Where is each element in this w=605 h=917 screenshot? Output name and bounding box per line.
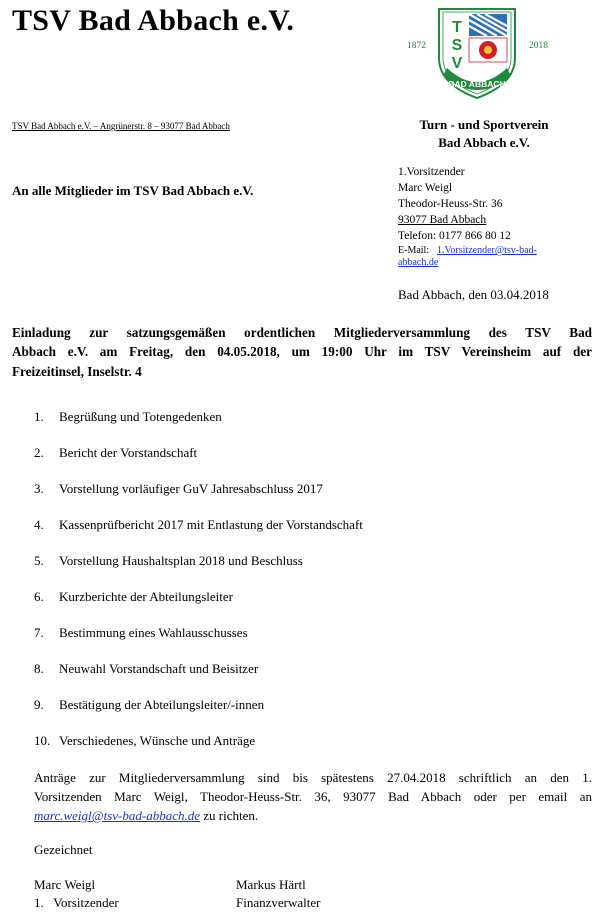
date-line: Bad Abbach, den 03.04.2018: [398, 287, 549, 302]
contact-phone: Telefon: 0177 866 80 12: [398, 230, 511, 242]
invitation-heading: [12, 323, 592, 381]
sender-address-line: TSV Bad Abbach e.V. – Angrünerstr. 8 – 93077 Bad Abbach: [12, 121, 230, 131]
svg-text:T: T: [452, 19, 462, 36]
invitation-line: Abbach e.V. am Freitag, den 04.05.2018, um 19:00 Uhr im TSV Vereinsheim auf der: [12, 344, 592, 360]
agenda-item: 7. Bestimmung eines Wahlausschusses: [34, 625, 248, 640]
signature-title-2: Finanzverwalter: [236, 895, 321, 910]
contact-role: 1.Vorsitzender: [398, 166, 465, 178]
invitation-line: Einladung zur satzungsgemäßen ordentlichen Mitgliederversammlung des TSV Bad: [12, 325, 592, 340]
closing-email-link[interactable]: marc.weigl@tsv-bad-abbach.de: [34, 808, 200, 823]
closing-line: Vorsitzenden Marc Weigl, Theodor-Heuss-Str. 36, 93077 Bad Abbach oder per email an: [34, 789, 592, 804]
logo-year-current: 2018: [529, 41, 548, 51]
club-logo: [407, 4, 567, 104]
svg-text:V: V: [451, 55, 463, 72]
contact-email-link[interactable]: 1.Vorsitzender@tsv-bad-: [437, 245, 537, 256]
agenda-item: 5. Vorstellung Haushaltsplan 2018 und Beschluss: [34, 553, 303, 568]
agenda-item: 4. Kassenprüfbericht 2017 mit Entlastung der Vorstandschaft: [34, 517, 363, 532]
club-title: TSV Bad Abbach e.V.: [12, 4, 295, 37]
agenda-item: 9. Bestätigung der Abteilungsleiter/-innen: [34, 697, 265, 712]
svg-text:S: S: [451, 37, 463, 54]
signoff: Gezeichnet: [34, 842, 93, 857]
agenda-item: 10. Verschiedenes, Wünsche und Anträge: [34, 733, 256, 748]
contact-street: Theodor-Heuss-Str. 36: [398, 198, 503, 210]
logo-letters: [452, 19, 463, 72]
closing-paragraph: [34, 768, 592, 825]
signature-title-1: 1. Vorsitzender: [34, 895, 119, 910]
agenda-item: 2. Bericht der Vorstandschaft: [34, 445, 198, 460]
contact-email-link-continued[interactable]: abbach.de: [398, 257, 439, 268]
closing-line: marc.weigl@tsv-bad-abbach.de zu richten.: [34, 808, 259, 823]
contact-city: 93077 Bad Abbach: [398, 214, 487, 226]
contact-name: Marc Weigl: [398, 182, 453, 194]
club-name-line-1: Turn - und Sportverein: [419, 117, 549, 132]
logo-year-founded: 1872: [407, 41, 426, 51]
agenda-item: 8. Neuwahl Vorstandschaft und Beisitzer: [34, 661, 259, 676]
bavarian-diamond-icon: [469, 14, 507, 36]
closing-line: Anträge zur Mitgliederversammlung sind bis spätestens 27.04.2018 schriftlich an den 1.: [34, 770, 592, 785]
invitation-line: Freizeitinsel, Inselstr. 4: [12, 363, 142, 379]
agenda-item: 3. Vorstellung vorläufiger GuV Jahresabschluss 2017: [34, 481, 323, 496]
logo-banner-text: BAD ABBACH: [448, 79, 506, 89]
signature-name-1: Marc Weigl: [34, 877, 96, 892]
rose-emblem-icon: [469, 38, 507, 62]
agenda-item: 1. Begrüßung und Totengedenken: [34, 409, 222, 424]
signature-name-2: Markus Härtl: [236, 877, 306, 892]
recipient-line: An alle Mitglieder im TSV Bad Abbach e.V.: [12, 183, 254, 198]
agenda-item: 6. Kurzberichte der Abteilungsleiter: [34, 589, 233, 604]
contact-email-label: E-Mail:: [398, 245, 430, 256]
club-name-line-2: Bad Abbach e.V.: [438, 135, 530, 150]
